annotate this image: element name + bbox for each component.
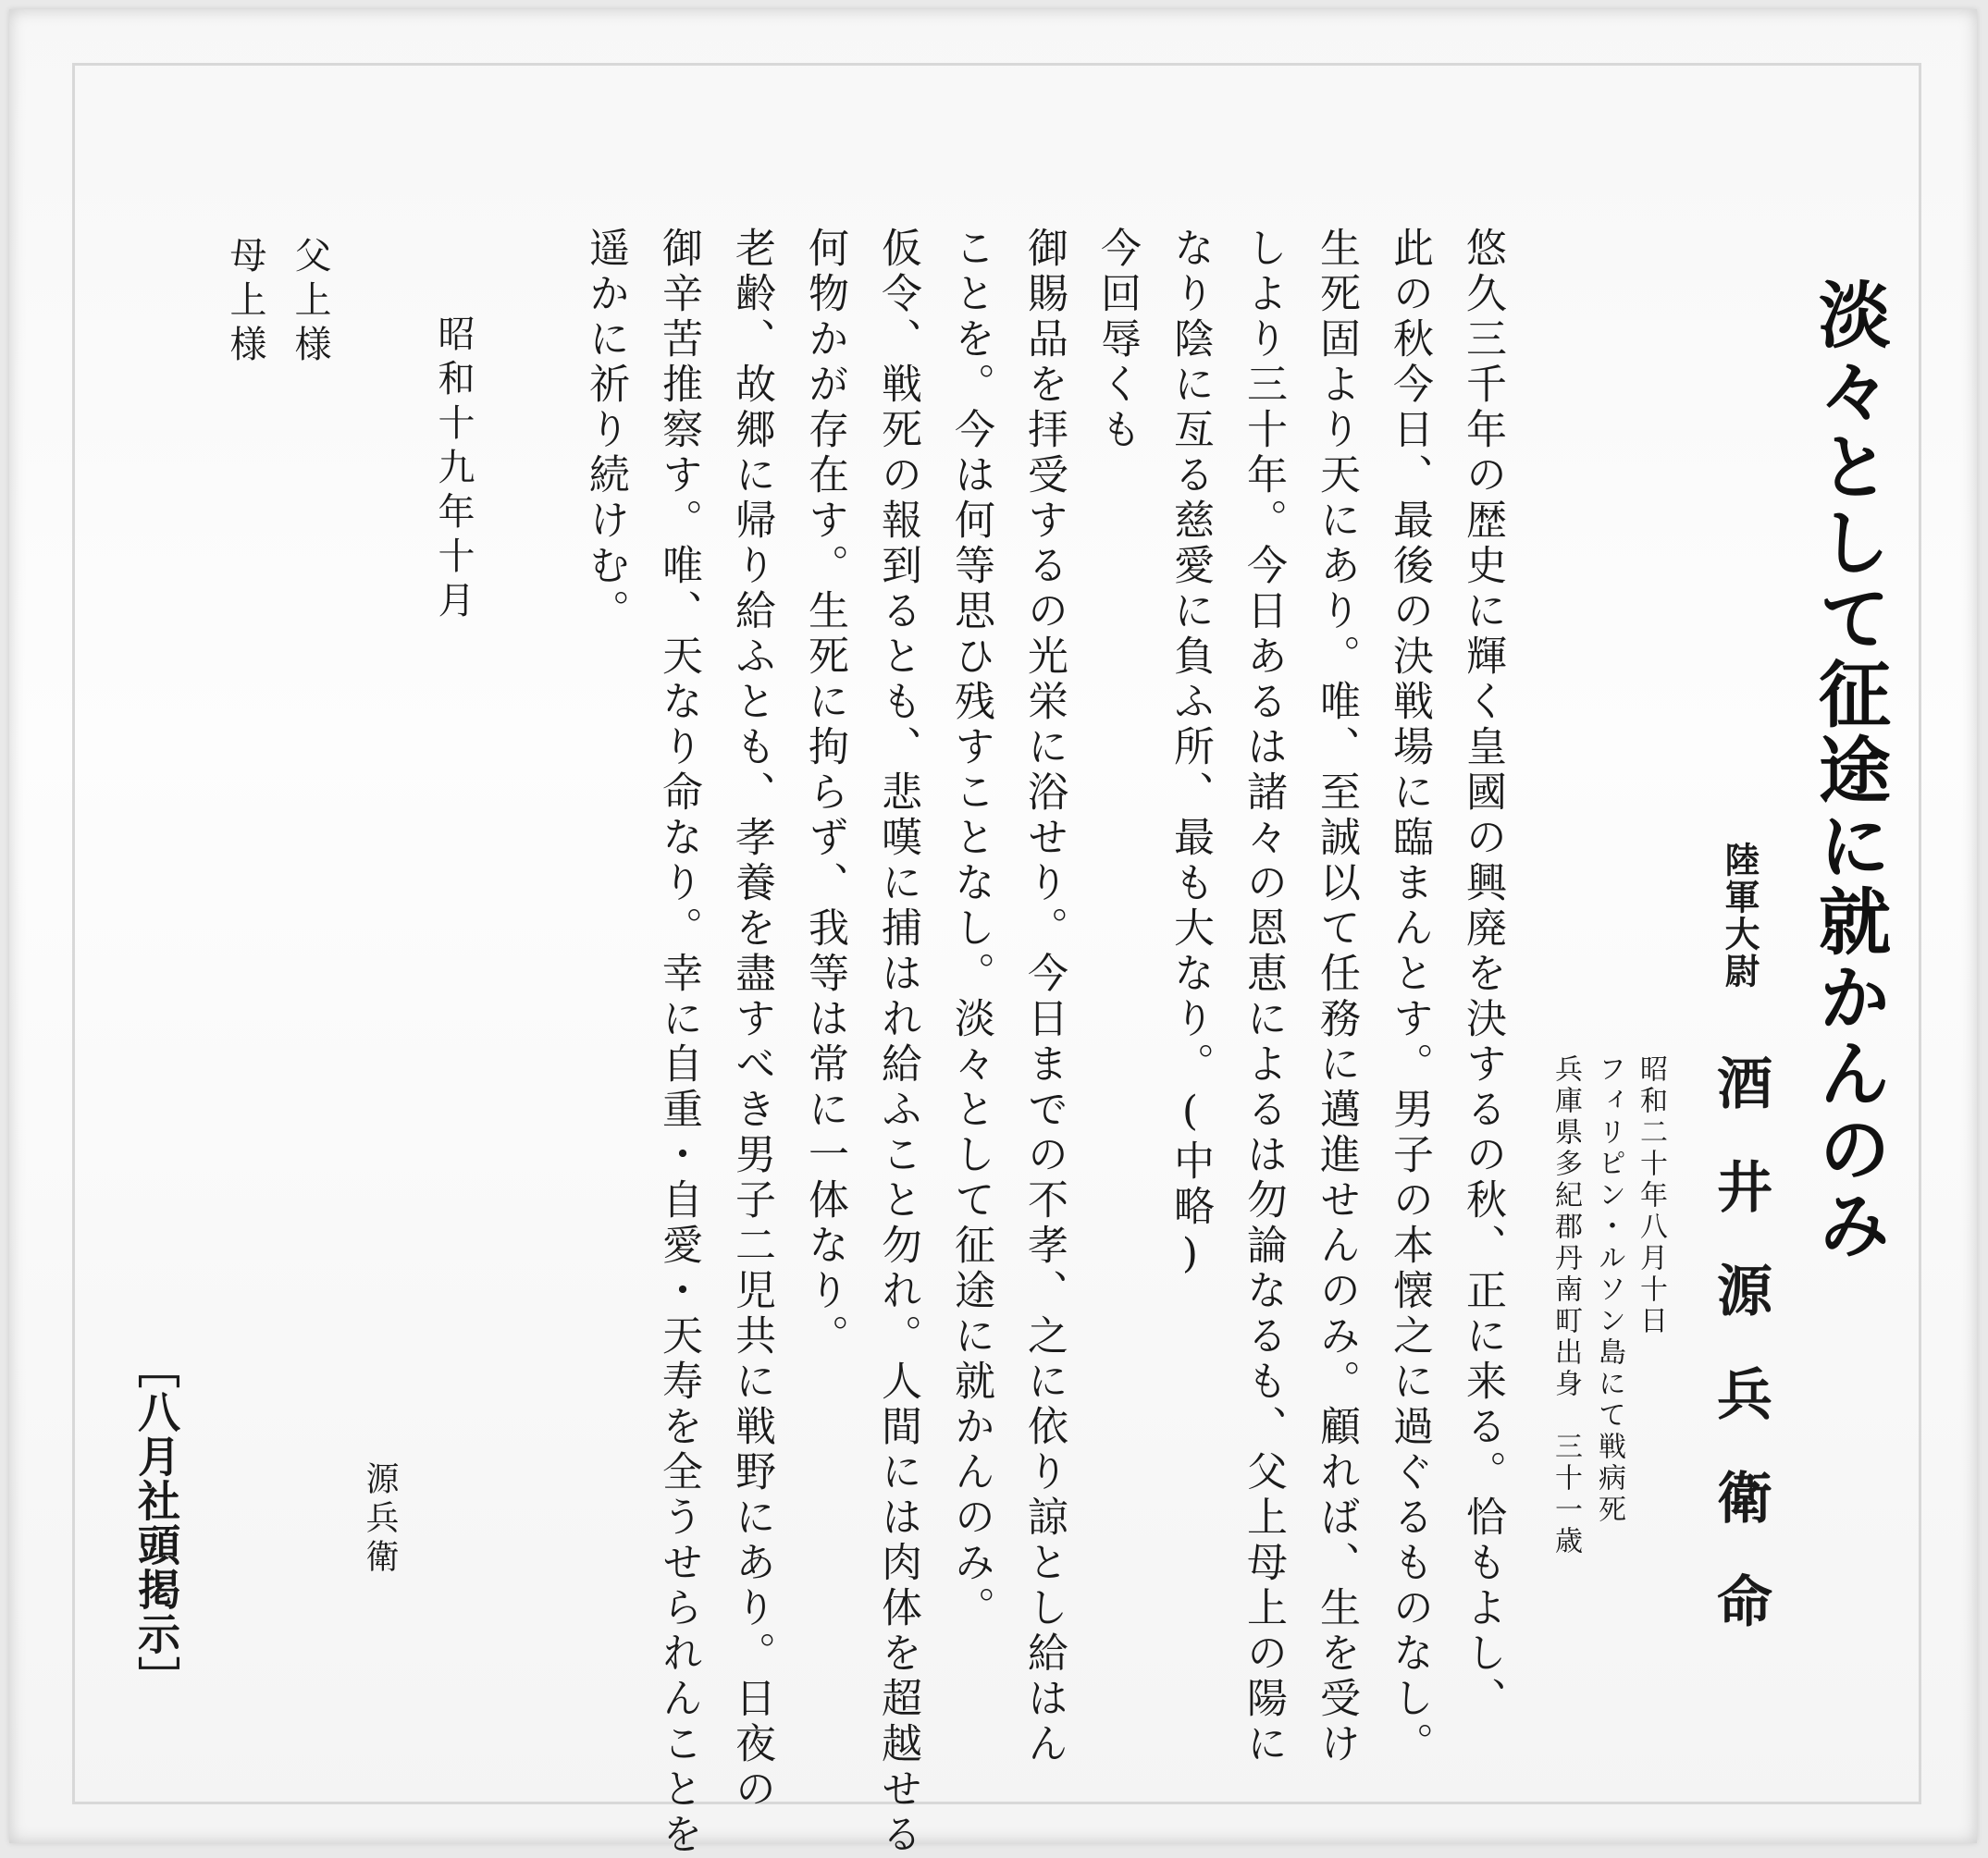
origin: 兵庫県多紀郡丹南町出身: [1550, 1054, 1582, 1400]
addressee-mother: 母上様: [224, 236, 266, 369]
death-place: フィリピン・ルソン島にて戦病死: [1593, 1054, 1625, 1526]
letter-date: 昭和十九年十月: [432, 314, 475, 625]
author-name: 酒井源兵衛命: [1708, 1054, 1772, 1676]
addressee-father: 父上様: [289, 236, 331, 369]
letter-body: 悠久三千年の歴史に輝く皇國の興廃を決するの秋、正に来る。恰もよし、 此の秋今日、最後の決戦場に臨まんとす。男子の本懐之に過ぐるものなし。 生死固より天にあり。唯、至誠以て任務に邁進せんのみ。顧れば、生を受け しより三十年。今日あるは諸々の恩恵によるは勿論なるも、父上母上の陽に なり陰に亙る慈愛に負ふ所、最も大なり。(中略) 今回辱くも 御賜品を拝受するの光栄に浴せり。今日までの不孝、之に依り諒とし給はん ことを。今は何等思ひ残すことなし。淡々として征途に就かんのみ。 仮令、戦死の報到るとも、悲嘆に捕はれ給ふこと勿れ。人間には肉体を超越せる 何物かが存在す。生死に拘らず、我等は常に一体なり。 老齢、故郷に帰り給ふとも、孝養を盡すべき男子二児共に戦野にあり。日夜の 御辛苦推察す。唯、天なり命なり。幸に自重・自愛・天寿を全うせられんことを 遥かに祈り続けむ。: [582, 227, 1506, 1858]
origin-and-age: [1545, 1054, 1586, 1557]
page-title: 淡々として征途に就かんのみ: [1807, 277, 1891, 1263]
age: 三十一歳: [1550, 1432, 1582, 1557]
death-date: 昭和二十年八月十日: [1635, 1054, 1667, 1337]
source-label: ［八月社頭掲示］: [131, 1346, 181, 1701]
author-rank: 陸軍大尉: [1719, 842, 1760, 990]
letter-signer: 源兵衛: [361, 1461, 399, 1578]
